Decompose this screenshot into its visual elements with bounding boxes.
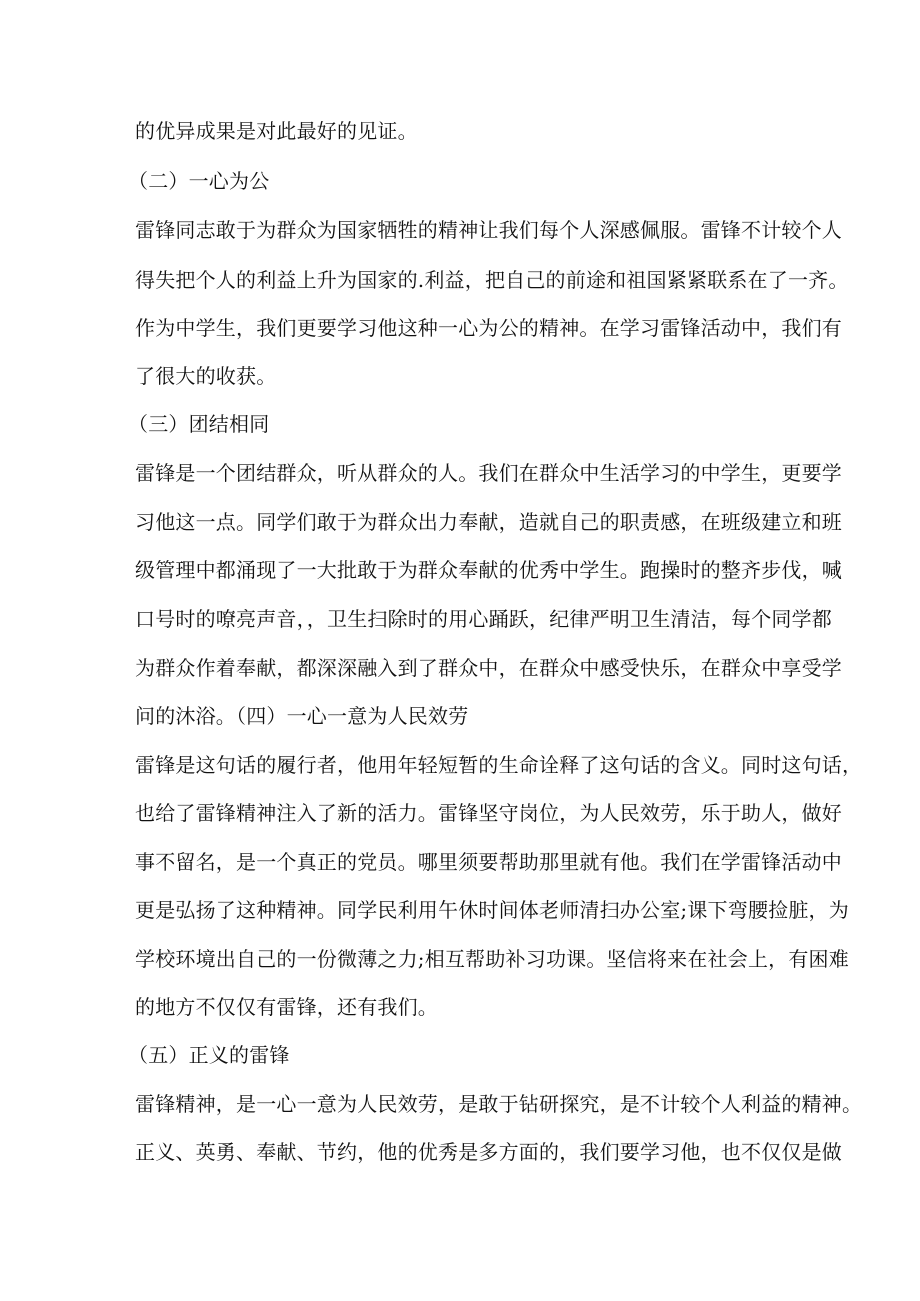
text-line: 了很大的收获。 [135,364,277,388]
text-line: 得失把个人的利益上升为国家的.利益，把自己的前途和祖国紧紧联系在了一齐。 [135,268,849,292]
text-line: 问的沐浴。（四）一心一意为人民效劳 [135,704,469,728]
text-line: 雷锋精神，是一心一意为人民效劳，是敢于钻研探究，是不计较个人利益的精神。 [135,1092,863,1116]
text-line: 也给了雷锋精神注入了新的活力。雷锋坚守岗位，为人民效劳，乐于助人，做好 [135,801,842,825]
text-line: 习他这一点。同学们敢于为群众出力奉献，造就自己的职责感，在班级建立和班 [135,510,842,534]
text-line: 的优异成果是对此最好的见证。 [135,119,418,143]
text-line: 为群众作着奉献，都深深融入到了群众中，在群众中感受快乐，在群众中享受学 [135,656,842,680]
section-heading: （二）一心为公 [128,169,270,193]
text-line: 事不留名，是一个真正的党员。哪里须要帮助那里就有他。我们在学雷锋活动中 [135,850,842,874]
text-line: 学校环境出自己的一份微薄之力;相互帮助补习功课。坚信将来在社会上，有困难 [135,947,849,971]
text-line: 口号时的嘹亮声音，，卫生扫除时的用心踊跃，纪律严明卫生清洁，每个同学都 [135,607,832,631]
text-line: 级管理中都涌现了一大批敢于为群众奉献的优秀中学生。跑操时的整齐步伐，喊 [135,558,842,582]
text-line: 雷锋是这句话的履行者，他用年轻短暂的生命诠释了这句话的含义。同时这句话， [135,753,863,777]
text-line: 更是弘扬了这种精神。同学民利用午休时间体老师清扫办公室;课下弯腰捡脏，为 [135,898,849,922]
text-line: 雷锋同志敢于为群众为国家牺牲的精神让我们每个人深感佩服。雷锋不计较个人 [135,218,842,242]
text-line: 作为中学生，我们更要学习他这种一心为公的精神。在学习雷锋活动中，我们有 [135,316,842,340]
section-heading: （三）团结相同 [128,412,270,436]
text-line: 正义、英勇、奉献、节约，他的优秀是多方面的，我们要学习他，也不仅仅是做 [135,1140,842,1164]
section-heading: （五）正义的雷锋 [128,1043,290,1067]
text-line: 的地方不仅仅有雷锋，还有我们。 [135,995,438,1019]
text-line: 雷锋是一个团结群众，听从群众的人。我们在群众中生活学习的中学生，更要学 [135,461,842,485]
